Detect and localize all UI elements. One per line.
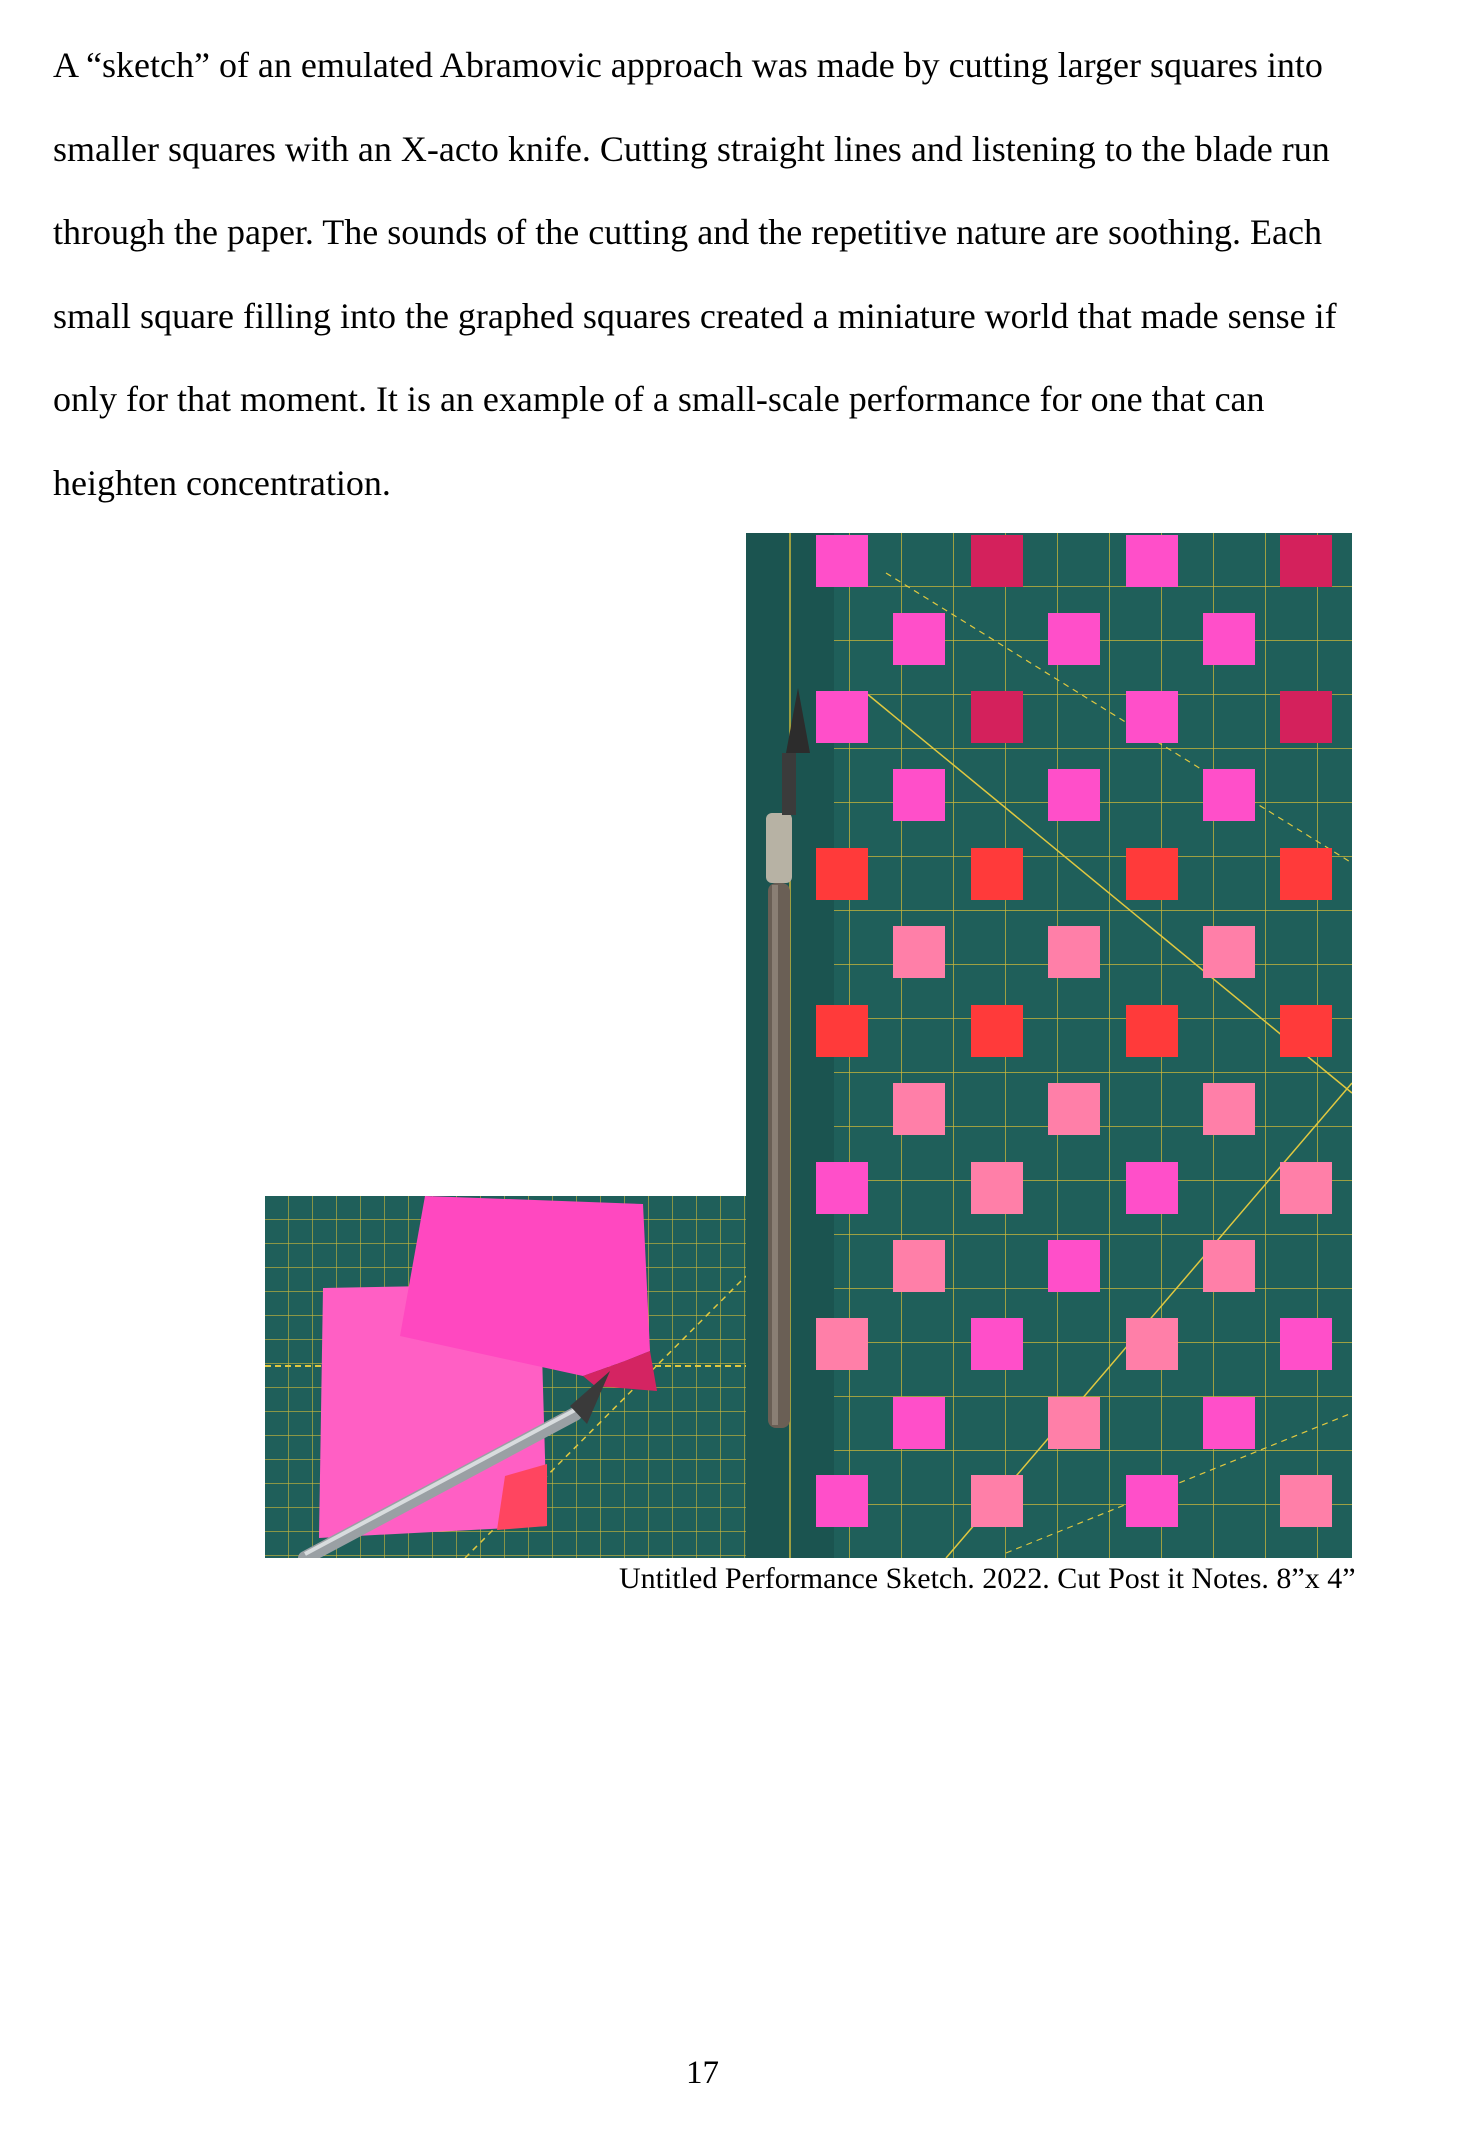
post-it-square — [1126, 1005, 1178, 1057]
post-it-square — [816, 848, 868, 900]
post-it-grid-image — [746, 533, 1352, 1558]
body-line: through the paper. The sounds of the cutting and the repetitive nature are soothing. Each — [53, 212, 1322, 252]
post-it-square — [1126, 691, 1178, 743]
body-line: heighten concentration. — [53, 462, 391, 503]
post-it-square — [893, 1397, 945, 1449]
body-paragraph — [53, 24, 1373, 525]
post-it-square — [1280, 535, 1332, 587]
post-it-square — [1203, 1240, 1255, 1292]
post-it-square — [971, 1005, 1023, 1057]
post-it-square — [816, 1162, 868, 1214]
post-it-square — [1048, 613, 1100, 665]
post-it-square — [971, 1475, 1023, 1527]
post-it-square — [971, 691, 1023, 743]
post-it-square — [1280, 1475, 1332, 1527]
post-it-square — [1280, 1318, 1332, 1370]
figure-caption: Untitled Performance Sketch. 2022. Cut Post it Notes. 8”x 4” — [619, 1562, 1356, 1595]
post-it-square — [816, 535, 868, 587]
post-it-square — [816, 1318, 868, 1370]
post-it-square — [1048, 1397, 1100, 1449]
post-it-square — [1203, 926, 1255, 978]
page-number: 17 — [686, 2055, 719, 2091]
post-it-square — [816, 1475, 868, 1527]
body-line: smaller squares with an X-acto knife. Cutting straight lines and listening to the blade run — [53, 128, 1330, 169]
photo-post-it-grid — [746, 533, 1352, 1558]
post-it-square — [1048, 769, 1100, 821]
post-it-square — [1126, 1475, 1178, 1527]
post-it-square — [893, 613, 945, 665]
post-it-square — [893, 1083, 945, 1135]
body-line: only for that moment. It is an example of a small-scale performance for one that can — [53, 379, 1265, 419]
body-line: small square filling into the graphed squares created a miniature world that made sense if — [53, 295, 1337, 336]
post-it-square — [1126, 535, 1178, 587]
post-it-square — [1126, 1318, 1178, 1370]
post-it-square — [893, 1240, 945, 1292]
post-it-square — [893, 926, 945, 978]
post-it-square — [1048, 1240, 1100, 1292]
post-it-square — [1048, 1083, 1100, 1135]
photo-cutting-post-it — [265, 1196, 746, 1558]
post-it-square — [1203, 769, 1255, 821]
post-it-square — [1203, 1397, 1255, 1449]
post-it-square — [1126, 1162, 1178, 1214]
post-it-square — [971, 1318, 1023, 1370]
post-it-square — [893, 769, 945, 821]
post-it-square — [971, 535, 1023, 587]
post-it-square — [816, 1005, 868, 1057]
post-it-square — [1203, 1083, 1255, 1135]
post-it-square — [1280, 848, 1332, 900]
post-it-square — [816, 691, 868, 743]
post-it-square — [971, 848, 1023, 900]
post-it-square — [971, 1162, 1023, 1214]
body-line: A “sketch” of an emulated Abramovic approach was made by cutting larger squares into — [53, 45, 1323, 85]
post-it-square — [1203, 613, 1255, 665]
post-it-square — [1048, 926, 1100, 978]
cutting-photo-image — [265, 1196, 746, 1558]
post-it-square — [1280, 691, 1332, 743]
post-it-square — [1280, 1162, 1332, 1214]
post-it-square — [1280, 1005, 1332, 1057]
post-it-square — [1126, 848, 1178, 900]
